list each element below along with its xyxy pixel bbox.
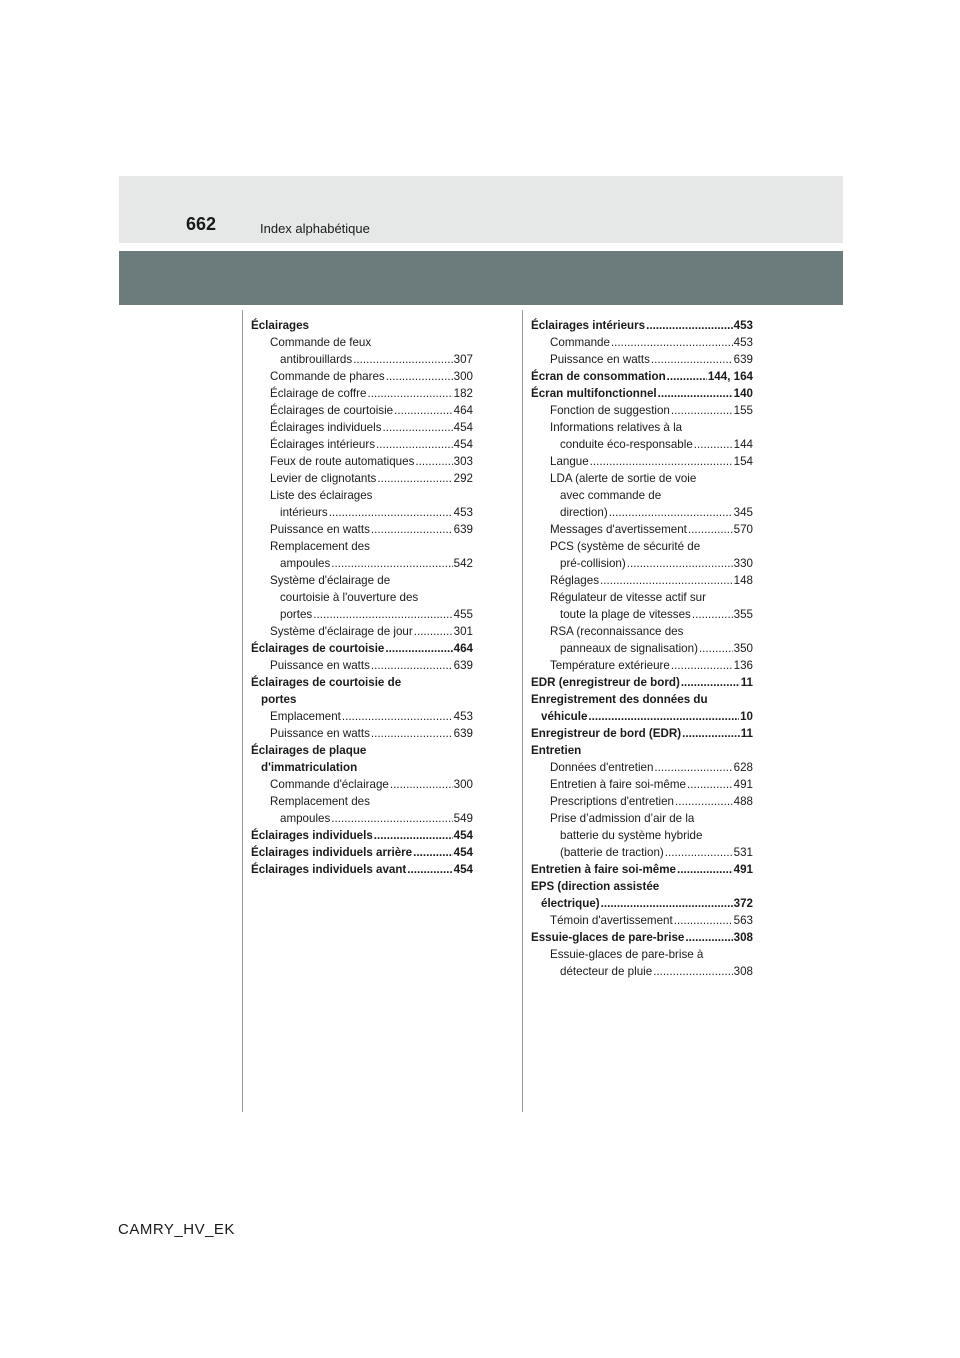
page-reference: 639 <box>733 353 753 366</box>
entry-label: pré-collision) <box>560 557 626 570</box>
entry-label: Entretien <box>531 744 582 757</box>
entry-label: Essuie-glaces de pare-brise à <box>550 948 704 961</box>
page-reference: 140 <box>733 387 753 400</box>
index-heading <box>531 674 753 691</box>
page-reference: 453 <box>453 710 473 723</box>
page-reference: 303 <box>453 455 473 468</box>
dot-leader <box>371 657 453 674</box>
entry-label: Régulateur de vitesse actif sur <box>550 591 706 604</box>
index-entry <box>531 827 753 844</box>
entry-label: Éclairages individuels avant <box>251 863 407 876</box>
dot-leader <box>590 453 733 470</box>
dot-leader <box>667 368 707 385</box>
entry-label: Éclairages <box>251 319 310 332</box>
index-entry <box>251 606 473 623</box>
section-title: Index alphabétique <box>260 221 370 236</box>
entry-label: portes <box>261 693 297 706</box>
model-code: CAMRY_HV_EK <box>118 1221 235 1238</box>
page-reference: 639 <box>453 659 473 672</box>
page-reference: 491 <box>733 778 753 791</box>
index-entry <box>251 453 473 470</box>
dot-leader <box>677 861 733 878</box>
entry-label: Éclairages de plaque <box>251 744 367 757</box>
dot-leader <box>654 759 732 776</box>
page-reference: 639 <box>453 727 473 740</box>
index-heading <box>531 878 753 895</box>
entry-label: Éclairages individuels <box>270 421 382 434</box>
dot-leader <box>386 368 453 385</box>
dot-leader <box>394 402 453 419</box>
index-entry <box>531 351 753 368</box>
entry-label: Éclairages intérieurs <box>270 438 376 451</box>
header-band-dark <box>119 251 843 305</box>
index-heading <box>251 759 473 776</box>
dot-leader <box>376 436 453 453</box>
entry-label: direction) <box>560 506 608 519</box>
dot-leader <box>601 895 733 912</box>
page-reference: 148 <box>733 574 753 587</box>
entry-label: Écran multifonctionnel <box>531 387 657 400</box>
index-entry <box>531 555 753 572</box>
entry-label: batterie du système hybride <box>560 829 703 842</box>
index-entry <box>531 640 753 657</box>
page-reference: 628 <box>733 761 753 774</box>
page-reference: 454 <box>453 863 473 876</box>
entry-label: courtoisie à l'ouverture des <box>280 591 419 604</box>
entry-label: Éclairages de courtoisie <box>251 642 385 655</box>
entry-label: ampoules <box>280 812 331 825</box>
page-reference: 144 <box>733 438 753 451</box>
dot-leader <box>699 640 733 657</box>
page-reference: 570 <box>733 523 753 536</box>
page-reference: 488 <box>733 795 753 808</box>
dot-leader <box>658 385 733 402</box>
dot-leader <box>407 861 452 878</box>
entry-label: PCS (système de sécurité de <box>550 540 701 553</box>
dot-leader <box>377 470 452 487</box>
index-entry <box>251 572 473 589</box>
entry-label: Liste des éclairages <box>270 489 373 502</box>
entry-label: Données d'entretien <box>550 761 654 774</box>
dot-leader <box>665 844 733 861</box>
dot-leader <box>353 351 452 368</box>
page-reference: 464 <box>453 642 473 655</box>
index-heading <box>251 861 473 878</box>
dot-leader <box>588 708 739 725</box>
dot-leader <box>651 351 733 368</box>
dot-leader <box>685 929 732 946</box>
dot-leader <box>653 963 732 980</box>
entry-label: véhicule <box>541 710 588 723</box>
page-reference: 330 <box>733 557 753 570</box>
entry-label: électrique) <box>541 897 600 910</box>
dot-leader <box>694 436 733 453</box>
page-reference: 136 <box>733 659 753 672</box>
entry-label: Écran de consommation <box>531 370 666 383</box>
index-entry <box>531 504 753 521</box>
entry-label: Système d'éclairage de <box>270 574 391 587</box>
dot-leader <box>371 725 453 742</box>
index-entry <box>251 521 473 538</box>
index-heading <box>531 708 753 725</box>
entry-label: Remplacement des <box>270 795 370 808</box>
dot-leader <box>367 385 452 402</box>
entry-label: intérieurs <box>280 506 328 519</box>
page-reference: 308 <box>733 931 753 944</box>
page-reference: 464 <box>453 404 473 417</box>
page-reference: 155 <box>733 404 753 417</box>
entry-label: Messages d'avertissement <box>550 523 687 536</box>
index-entry <box>531 334 753 351</box>
dot-leader <box>609 504 733 521</box>
entry-label: Fonction de suggestion <box>550 404 670 417</box>
index-entry <box>531 776 753 793</box>
dot-leader <box>671 657 733 674</box>
entry-label: Température extérieure <box>550 659 670 672</box>
page-reference: 300 <box>453 778 473 791</box>
entry-label: Enregistrement des données du <box>531 693 708 706</box>
index-entry <box>531 402 753 419</box>
entry-label: Éclairages de courtoisie de <box>251 676 402 689</box>
page-reference: 154 <box>733 455 753 468</box>
dot-leader <box>390 776 453 793</box>
index-entry <box>531 572 753 589</box>
index-entry <box>531 623 753 640</box>
entry-label: Éclairages de courtoisie <box>270 404 394 417</box>
entry-label: Témoin d'avertissement <box>550 914 673 927</box>
index-entry <box>531 793 753 810</box>
dot-leader <box>692 606 733 623</box>
index-heading <box>251 674 473 691</box>
entry-label: Essuie-glaces de pare-brise <box>531 931 685 944</box>
index-column-right <box>531 317 753 980</box>
entry-label: détecteur de pluie <box>560 965 653 978</box>
dot-leader <box>374 827 453 844</box>
index-heading <box>251 691 473 708</box>
index-entry <box>251 776 473 793</box>
page-reference: 455 <box>453 608 473 621</box>
index-entry <box>251 487 473 504</box>
entry-label: Puissance en watts <box>270 727 370 740</box>
page-reference: 307 <box>453 353 473 366</box>
entry-label: ampoules <box>280 557 331 570</box>
page-reference: 453 <box>453 506 473 519</box>
entry-label: LDA (alerte de sortie de voie <box>550 472 697 485</box>
entry-label: Éclairages intérieurs <box>531 319 646 332</box>
entry-label: Prise d’admission d’air de la <box>550 812 695 825</box>
dot-leader <box>671 402 733 419</box>
entry-label: Feux de route automatiques <box>270 455 415 468</box>
page-reference: 531 <box>733 846 753 859</box>
index-heading <box>531 861 753 878</box>
index-heading <box>531 368 753 385</box>
dot-leader <box>331 810 452 827</box>
dot-leader <box>413 844 453 861</box>
entry-label: Réglages <box>550 574 599 587</box>
dot-leader <box>646 317 733 334</box>
page-reference: 345 <box>733 506 753 519</box>
entry-label: avec commande de <box>560 489 662 502</box>
index-entry <box>251 657 473 674</box>
entry-label: Commande de feux <box>270 336 372 349</box>
index-entry <box>251 725 473 742</box>
entry-label: Puissance en watts <box>550 353 650 366</box>
page-reference: 301 <box>453 625 473 638</box>
dot-leader <box>371 521 453 538</box>
entry-label: d'immatriculation <box>261 761 358 774</box>
entry-label: Commande d'éclairage <box>270 778 389 791</box>
entry-label: Puissance en watts <box>270 523 370 536</box>
index-entry <box>251 555 473 572</box>
dot-leader <box>329 504 453 521</box>
index-heading <box>531 895 753 912</box>
dot-leader <box>611 334 733 351</box>
page-reference: 11 <box>740 727 753 740</box>
index-heading <box>531 742 753 759</box>
index-column-left <box>251 317 473 878</box>
index-entry <box>251 470 473 487</box>
entry-label: Commande <box>550 336 610 349</box>
index-entry <box>251 419 473 436</box>
index-heading <box>251 827 473 844</box>
index-entry <box>251 538 473 555</box>
entry-label: Enregistreur de bord (EDR) <box>531 727 682 740</box>
dot-leader <box>674 912 733 929</box>
index-heading <box>251 742 473 759</box>
entry-label: EPS (direction assistée <box>531 880 660 893</box>
entry-label: Entretien à faire soi-même <box>550 778 686 791</box>
dot-leader <box>675 793 733 810</box>
entry-label: Commande de phares <box>270 370 385 383</box>
entry-label: Puissance en watts <box>270 659 370 672</box>
page-reference: 454 <box>453 846 473 859</box>
entry-label: Remplacement des <box>270 540 370 553</box>
index-entry <box>251 589 473 606</box>
index-entry <box>531 946 753 963</box>
index-entry <box>531 521 753 538</box>
entry-label: Levier de clignotants <box>270 472 377 485</box>
entry-label: Informations relatives à la <box>550 421 683 434</box>
index-entry <box>251 436 473 453</box>
index-entry <box>251 368 473 385</box>
entry-label: conduite éco-responsable <box>560 438 693 451</box>
entry-label: EDR (enregistreur de bord) <box>531 676 680 689</box>
index-entry <box>531 538 753 555</box>
page-reference: 639 <box>453 523 473 536</box>
entry-label: Système d'éclairage de jour <box>270 625 413 638</box>
page-reference: 454 <box>453 829 473 842</box>
index-heading <box>251 640 473 657</box>
dot-leader <box>342 708 453 725</box>
index-entry <box>251 385 473 402</box>
entry-label: portes <box>280 608 313 621</box>
dot-leader <box>627 555 733 572</box>
page-reference: 292 <box>453 472 473 485</box>
index-entry <box>531 912 753 929</box>
dot-leader <box>313 606 452 623</box>
dot-leader <box>383 419 453 436</box>
page-reference: 563 <box>733 914 753 927</box>
index-entry <box>531 487 753 504</box>
entry-label: Éclairages individuels arrière <box>251 846 413 859</box>
dot-leader <box>331 555 452 572</box>
index-entry <box>251 810 473 827</box>
index-heading <box>531 317 753 334</box>
index-entry <box>531 419 753 436</box>
index-entry <box>531 810 753 827</box>
page-number: 662 <box>186 214 217 234</box>
page-reference: 350 <box>733 642 753 655</box>
index-entry <box>531 963 753 980</box>
page-reference: 542 <box>453 557 473 570</box>
index-entry <box>531 606 753 623</box>
index-entry <box>531 589 753 606</box>
page-reference: 453 <box>733 319 753 332</box>
index-entry <box>531 470 753 487</box>
page-reference: 454 <box>453 421 473 434</box>
page-reference: 10 <box>740 710 753 723</box>
column-divider-left <box>242 310 243 1112</box>
header-band-light <box>119 176 843 243</box>
index-entry <box>531 759 753 776</box>
index-entry <box>251 351 473 368</box>
dot-leader <box>600 572 733 589</box>
dot-leader <box>414 623 453 640</box>
index-heading <box>531 385 753 402</box>
index-heading <box>251 844 473 861</box>
index-entry <box>531 453 753 470</box>
page-reference: 300 <box>453 370 473 383</box>
entry-label: toute la plage de vitesses <box>560 608 691 621</box>
index-entry <box>251 334 473 351</box>
page-reference: 144, 164 <box>707 370 753 383</box>
dot-leader <box>385 640 452 657</box>
page-reference: 372 <box>733 897 753 910</box>
entry-label: Prescriptions d'entretien <box>550 795 675 808</box>
index-entry <box>251 402 473 419</box>
page-reference: 454 <box>453 438 473 451</box>
entry-label: Éclairages individuels <box>251 829 373 842</box>
dot-leader <box>682 725 740 742</box>
entry-label: Langue <box>550 455 589 468</box>
dot-leader <box>688 521 733 538</box>
page-reference: 182 <box>453 387 473 400</box>
dot-leader <box>681 674 740 691</box>
page-reference: 11 <box>740 676 753 689</box>
index-entry <box>531 844 753 861</box>
page-reference: 308 <box>733 965 753 978</box>
column-divider-right <box>522 310 523 1112</box>
index-heading <box>531 691 753 708</box>
index-entry <box>531 436 753 453</box>
page-reference: 491 <box>733 863 753 876</box>
entry-label: RSA (reconnaissance des <box>550 625 684 638</box>
entry-label: Emplacement <box>270 710 341 723</box>
entry-label: (batterie de traction) <box>560 846 664 859</box>
entry-label: antibrouillards <box>280 353 353 366</box>
index-entry <box>251 793 473 810</box>
index-entry <box>251 623 473 640</box>
dot-leader <box>415 453 452 470</box>
index-heading <box>531 725 753 742</box>
entry-label: panneaux de signalisation) <box>560 642 698 655</box>
page-reference: 549 <box>453 812 473 825</box>
index-heading <box>531 929 753 946</box>
index-entry <box>251 504 473 521</box>
index-entry <box>531 657 753 674</box>
index-entry <box>251 708 473 725</box>
entry-label: Éclairage de coffre <box>270 387 367 400</box>
page-reference: 453 <box>733 336 753 349</box>
index-heading <box>251 317 473 334</box>
page-reference: 355 <box>733 608 753 621</box>
dot-leader <box>687 776 733 793</box>
entry-label: Entretien à faire soi-même <box>531 863 676 876</box>
